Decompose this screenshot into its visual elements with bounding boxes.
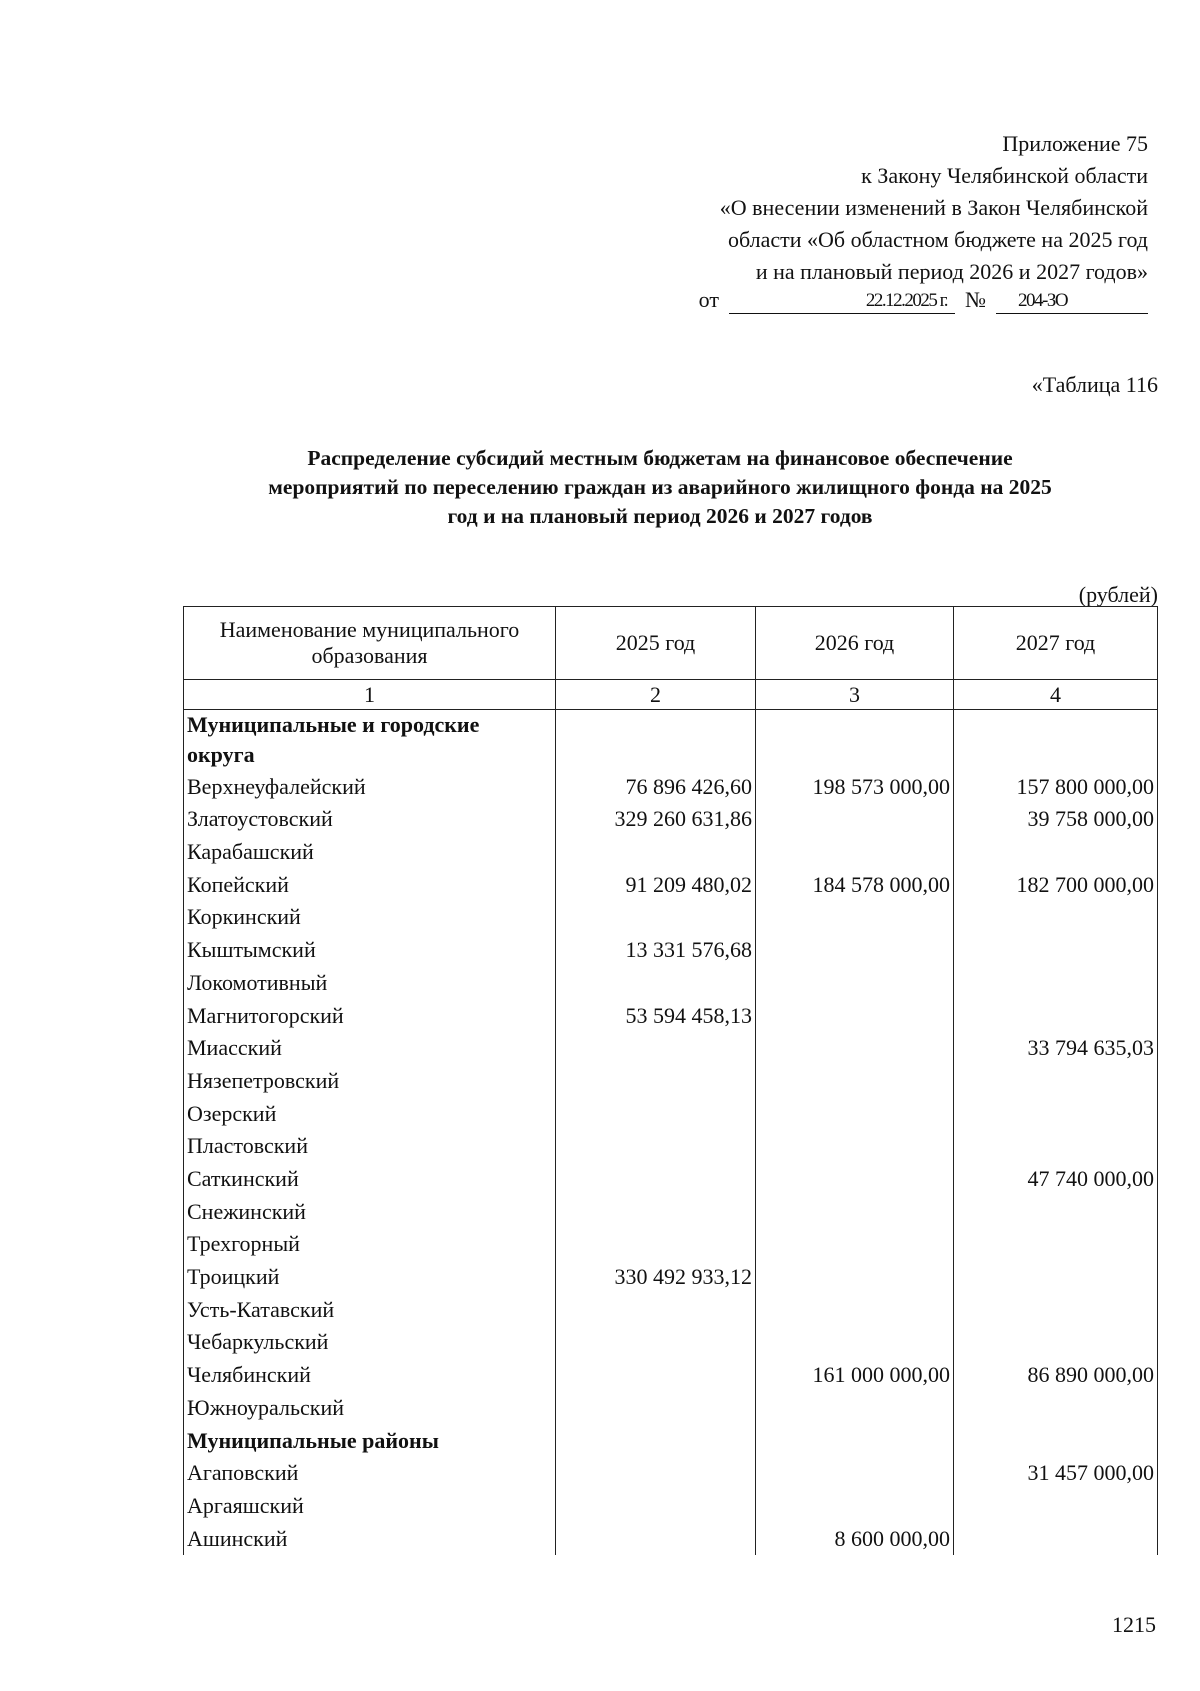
amount-2026 — [756, 901, 954, 934]
municipality-name: Коркинский — [184, 901, 556, 934]
amount-2025 — [556, 1522, 756, 1555]
column-number: 4 — [954, 680, 1158, 710]
amount-2026 — [756, 835, 954, 868]
title-line: мероприятий по переселению граждан из аварийного жилищного фонда на 2025 — [268, 475, 1052, 499]
municipality-name: Аргаяшский — [184, 1489, 556, 1522]
amount-2026 — [756, 1293, 954, 1326]
column-header-2025: 2025 год — [556, 607, 756, 680]
amount-2025: 53 594 458,13 — [556, 999, 756, 1032]
appendix-line: и на плановый период 2026 и 2027 годов» — [755, 259, 1148, 284]
amount-2027 — [954, 966, 1158, 999]
amount-2027 — [954, 1195, 1158, 1228]
amount-2025: 13 331 576,68 — [556, 933, 756, 966]
column-number: 2 — [556, 680, 756, 710]
amount-2027: 157 800 000,00 — [954, 770, 1158, 803]
municipality-name: Муниципальные районы — [184, 1424, 556, 1457]
amount-2025 — [556, 1358, 756, 1391]
table-row — [184, 1489, 1158, 1522]
municipality-name: Троицкий — [184, 1260, 556, 1293]
table-row — [184, 1032, 1158, 1065]
amount-2026 — [756, 1260, 954, 1293]
municipality-name: Челябинский — [184, 1358, 556, 1391]
amount-2025 — [556, 1326, 756, 1359]
page-number: 1215 — [1112, 1612, 1156, 1637]
municipality-name: Карабашский — [184, 835, 556, 868]
municipality-name: Миасский — [184, 1032, 556, 1065]
municipality-name: Копейский — [184, 868, 556, 901]
table-row — [184, 999, 1158, 1032]
amount-2026: 184 578 000,00 — [756, 868, 954, 901]
amount-2026 — [756, 1228, 954, 1261]
amount-2027 — [954, 1130, 1158, 1163]
amount-2025 — [556, 1456, 756, 1489]
table-row — [184, 1195, 1158, 1228]
amount-2025: 329 260 631,86 — [556, 803, 756, 836]
amount-2027: 86 890 000,00 — [954, 1358, 1158, 1391]
amount-2027 — [954, 1391, 1158, 1424]
table-body — [184, 710, 1158, 1555]
municipality-name: Снежинский — [184, 1195, 556, 1228]
date-prefix: от — [698, 287, 719, 312]
appendix-line: Приложение 75 — [1002, 131, 1148, 156]
column-number: 3 — [756, 680, 954, 710]
amount-2026 — [756, 933, 954, 966]
table-row — [184, 803, 1158, 836]
table-row — [184, 1326, 1158, 1359]
table-row — [184, 1097, 1158, 1130]
amount-2027: 31 457 000,00 — [954, 1456, 1158, 1489]
table-row — [184, 1228, 1158, 1261]
section-row — [184, 1424, 1158, 1457]
municipality-name: Ашинский — [184, 1522, 556, 1555]
amount-2025 — [556, 1195, 756, 1228]
column-header-2027: 2027 год — [954, 607, 1158, 680]
amount-2027 — [954, 1326, 1158, 1359]
amount-2027 — [954, 835, 1158, 868]
column-header-2026: 2026 год — [756, 607, 954, 680]
amount-2026: 161 000 000,00 — [756, 1358, 954, 1391]
amount-2025: 91 209 480,02 — [556, 868, 756, 901]
amount-2025 — [556, 1391, 756, 1424]
table-row — [184, 770, 1158, 803]
table-row — [184, 1522, 1158, 1555]
title-line: Распределение субсидий местным бюджетам на финансовое обеспечение — [307, 446, 1013, 470]
amount-2025 — [556, 1228, 756, 1261]
municipality-name: Чебаркульский — [184, 1326, 556, 1359]
amount-2025: 76 896 426,60 — [556, 770, 756, 803]
municipality-name: Локомотивный — [184, 966, 556, 999]
amount-2027 — [954, 933, 1158, 966]
amount-2027: 182 700 000,00 — [954, 868, 1158, 901]
amount-2026 — [756, 999, 954, 1032]
amount-2025 — [556, 1130, 756, 1163]
amount-2026 — [756, 1326, 954, 1359]
amount-2027 — [954, 1228, 1158, 1261]
document-title — [180, 444, 1140, 531]
column-header-name: Наименование муниципального образования — [184, 607, 556, 680]
column-number: 1 — [184, 680, 556, 710]
amount-2027 — [954, 710, 1158, 771]
amount-2025 — [556, 901, 756, 934]
amount-2027: 39 758 000,00 — [954, 803, 1158, 836]
municipality-name: Магнитогорский — [184, 999, 556, 1032]
table-row — [184, 1293, 1158, 1326]
table-row — [184, 1162, 1158, 1195]
amount-2026 — [756, 1489, 954, 1522]
municipality-name: Кыштымский — [184, 933, 556, 966]
table-row — [184, 1391, 1158, 1424]
amount-2025 — [556, 1064, 756, 1097]
amount-2027 — [954, 1064, 1158, 1097]
amount-2026 — [756, 1195, 954, 1228]
municipality-name: Усть-Катавский — [184, 1293, 556, 1326]
table-row — [184, 901, 1158, 934]
amount-2025 — [556, 966, 756, 999]
amount-2026: 198 573 000,00 — [756, 770, 954, 803]
table-row — [184, 868, 1158, 901]
amount-2026 — [756, 966, 954, 999]
amount-2027 — [954, 901, 1158, 934]
table-row — [184, 933, 1158, 966]
amount-2026 — [756, 1424, 954, 1457]
amount-2025 — [556, 1162, 756, 1195]
amount-2027 — [954, 1293, 1158, 1326]
amount-2027 — [954, 1260, 1158, 1293]
amount-2026 — [756, 1130, 954, 1163]
number-sign: № — [965, 287, 986, 312]
table-row — [184, 1064, 1158, 1097]
table-reference: «Таблица 116 — [1031, 372, 1158, 397]
amount-2026 — [756, 1391, 954, 1424]
municipality-name: Нязепетровский — [184, 1064, 556, 1097]
approval-date: 22.12.2025 г. — [729, 289, 955, 314]
municipality-name: Верхнеуфалейский — [184, 770, 556, 803]
municipality-name: Муниципальные и городские округа — [184, 710, 556, 771]
amount-2025 — [556, 1097, 756, 1130]
amount-2027 — [954, 1489, 1158, 1522]
municipality-name: Южноуральский — [184, 1391, 556, 1424]
amount-2027 — [954, 1097, 1158, 1130]
amount-2027: 33 794 635,03 — [954, 1032, 1158, 1065]
amount-2027: 47 740 000,00 — [954, 1162, 1158, 1195]
table-header-row — [184, 607, 1158, 680]
subsidy-table — [183, 606, 1158, 1555]
amount-2027 — [954, 1522, 1158, 1555]
amount-2026 — [756, 1456, 954, 1489]
appendix-header — [699, 128, 1148, 314]
municipality-name: Златоустовский — [184, 803, 556, 836]
amount-2026 — [756, 1064, 954, 1097]
amount-2025 — [556, 1424, 756, 1457]
section-row — [184, 710, 1158, 771]
table-row — [184, 1358, 1158, 1391]
amount-2025 — [556, 835, 756, 868]
amount-2025 — [556, 1489, 756, 1522]
amount-2027 — [954, 1424, 1158, 1457]
amount-2026 — [756, 1162, 954, 1195]
table-row — [184, 1260, 1158, 1293]
amount-2026 — [756, 1097, 954, 1130]
amount-2025 — [556, 1293, 756, 1326]
appendix-line: к Закону Челябинской области — [861, 163, 1148, 188]
amount-2026 — [756, 710, 954, 771]
municipality-name: Агаповский — [184, 1456, 556, 1489]
table-row — [184, 1456, 1158, 1489]
municipality-name: Трехгорный — [184, 1228, 556, 1261]
law-number: 204-ЗО — [996, 289, 1148, 314]
municipality-name: Озерский — [184, 1097, 556, 1130]
municipality-name: Пластовский — [184, 1130, 556, 1163]
column-number-row — [184, 680, 1158, 710]
municipality-name: Саткинский — [184, 1162, 556, 1195]
amount-2026 — [756, 803, 954, 836]
table-row — [184, 835, 1158, 868]
amount-2027 — [954, 999, 1158, 1032]
amount-2026 — [756, 1032, 954, 1065]
table-row — [184, 1130, 1158, 1163]
amount-2026: 8 600 000,00 — [756, 1522, 954, 1555]
amount-2025 — [556, 710, 756, 771]
table-row — [184, 966, 1158, 999]
appendix-line: «О внесении изменений в Закон Челябинской — [719, 195, 1148, 220]
amount-2025: 330 492 933,12 — [556, 1260, 756, 1293]
amount-2025 — [556, 1032, 756, 1065]
appendix-line: области «Об областном бюджете на 2025 год — [728, 227, 1148, 252]
approval-line — [699, 286, 1148, 314]
unit-label: (рублей) — [1078, 582, 1158, 607]
title-line: год и на плановый период 2026 и 2027 годов — [447, 504, 873, 528]
